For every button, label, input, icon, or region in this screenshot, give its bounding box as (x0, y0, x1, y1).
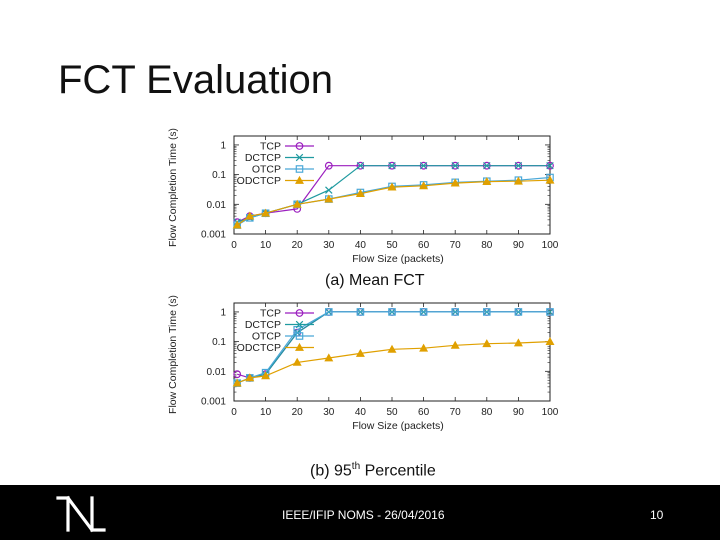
chart-caption-percentile-rest: Percentile (360, 462, 436, 480)
y-axis-label: Flow Completion Time (167, 143, 179, 247)
percentile-fct-chart (160, 295, 580, 470)
y-tick-label: 1 (220, 140, 226, 152)
x-tick-label: 80 (481, 407, 493, 418)
slide-title: FCT Evaluation (58, 58, 333, 102)
series-line-otcp (237, 178, 550, 226)
x-tick-label: 0 (231, 240, 237, 251)
x-tick-label: 70 (449, 240, 461, 251)
legend-label: OTCP (251, 163, 281, 176)
x-tick-label: 80 (481, 240, 493, 251)
legend-label: TCP (260, 307, 281, 320)
y-axis-unit: (s) (168, 128, 179, 140)
chart-caption-percentile-text: (b) 95 (310, 462, 352, 480)
x-tick-label: 90 (512, 240, 524, 251)
x-tick-label: 10 (260, 407, 272, 418)
x-tick-label: 30 (323, 240, 335, 251)
x-tick-label: 70 (449, 407, 461, 418)
chart-caption-percentile (310, 461, 436, 480)
legend-label: ODCTCP (236, 175, 281, 187)
legend-label: ODCTCP (236, 342, 281, 354)
series-tcp (234, 162, 553, 225)
legend-label: TCP (260, 140, 281, 153)
legend-label: DCTCP (244, 152, 281, 164)
x-tick-label: 40 (354, 240, 366, 251)
university-logo-icon (52, 492, 110, 534)
footer-bar (0, 485, 720, 540)
legend-label: DCTCP (244, 319, 281, 331)
chart-caption-mean (325, 272, 425, 290)
series-dctcp (234, 309, 553, 387)
x-axis-label: Flow Size (packets) (352, 420, 444, 432)
y-tick-label: 0.001 (200, 396, 226, 408)
x-tick-label: 50 (386, 240, 398, 251)
series-otcp (234, 309, 553, 387)
y-axis-label: Flow Completion Time (167, 310, 179, 414)
x-tick-label: 60 (418, 240, 430, 251)
x-tick-label: 90 (512, 407, 524, 418)
series-tcp (234, 309, 553, 382)
series-line-tcp (237, 163, 550, 223)
x-tick-label: 20 (291, 407, 303, 418)
x-tick-label: 0 (231, 407, 237, 418)
x-tick-label: 60 (418, 407, 430, 418)
page-number: 10 (650, 508, 664, 522)
y-tick-label: 0.01 (206, 366, 226, 378)
legend (237, 308, 314, 355)
x-tick-label: 40 (354, 407, 366, 418)
x-tick-label: 30 (323, 407, 335, 418)
x-tick-label: 50 (386, 407, 398, 418)
series-line-otcp (237, 312, 550, 383)
x-tick-label: 100 (541, 240, 559, 251)
footer-conference: IEEE/IFIP NOMS - 26/04/2016 (282, 508, 445, 522)
y-axis-unit: (s) (168, 295, 179, 307)
data-point-dctcp (326, 187, 333, 194)
chart-caption-percentile-sup: th (351, 461, 361, 472)
legend-label: OTCP (251, 330, 281, 343)
x-tick-label: 100 (541, 407, 559, 418)
x-axis-label: Flow Size (packets) (352, 253, 444, 265)
series-odctcp (233, 176, 553, 228)
chart-caption-mean-text: (a) Mean FCT (325, 272, 425, 289)
y-tick-label: 0.1 (212, 170, 226, 182)
y-tick-label: 0.1 (212, 337, 226, 349)
series-otcp (234, 174, 553, 228)
percentile-fct-chart-svg (160, 295, 580, 470)
y-tick-label: 1 (220, 307, 226, 319)
series-dctcp (234, 162, 553, 225)
y-tick-label: 0.001 (200, 229, 226, 241)
series-odctcp (233, 338, 553, 386)
x-tick-label: 20 (291, 240, 303, 251)
series-line-dctcp (237, 163, 550, 223)
legend (237, 141, 314, 188)
y-tick-label: 0.01 (206, 199, 226, 211)
x-tick-label: 10 (260, 240, 272, 251)
